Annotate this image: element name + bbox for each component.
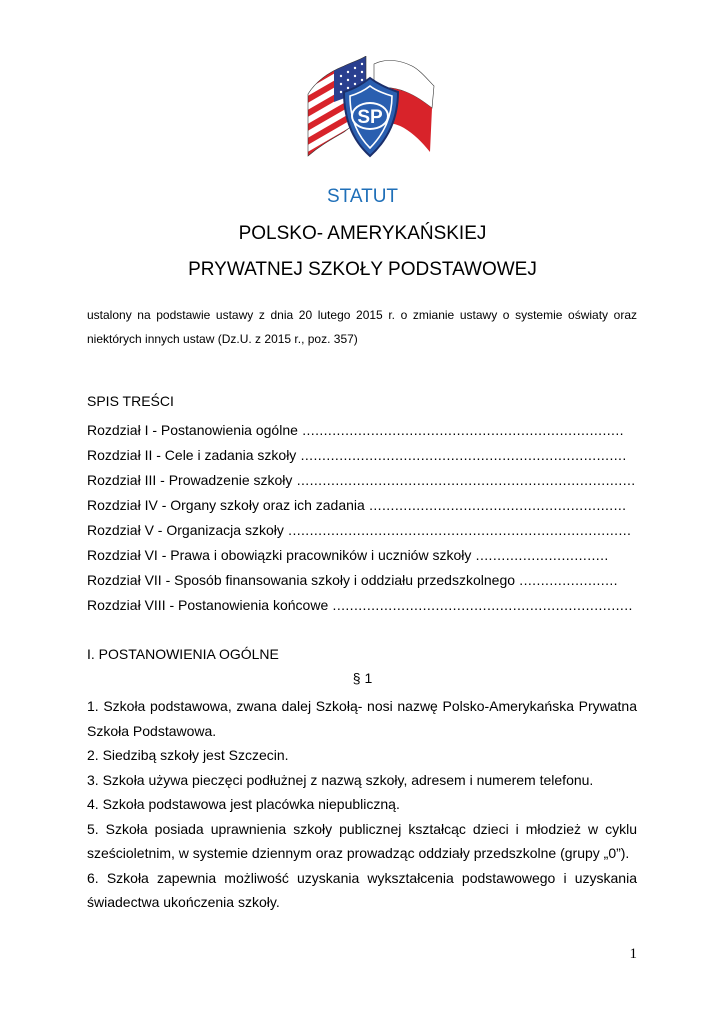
- logo-letters: SP: [357, 107, 383, 128]
- document-title: STATUT: [326, 186, 399, 207]
- paragraph-symbol: § 1: [352, 670, 373, 686]
- legal-basis-text: ustalony na podstawie ustawy z dnia 20 lutego 2015 r. o zmianie ustawy o systemie oświaty oraz niektórych innych ustaw (Dz.U. z 2015 r., poz. 357): [87, 308, 637, 346]
- toc-leader-dots: ............................................................: [364, 497, 627, 513]
- toc-item-label: Rozdział VII - Sposób finansowania szkoły i oddziału przedszkolnego: [87, 572, 516, 588]
- page-number: 1: [629, 946, 637, 962]
- toc-leader-dots: ...............................: [471, 547, 609, 563]
- toc-item-label: Rozdział VI - Prawa i obowiązki pracowników i uczniów szkoły: [87, 547, 472, 563]
- list-item: 4. Szkoła podstawowa jest placówka niepubliczną.: [87, 796, 400, 812]
- toc-item[interactable]: [87, 568, 647, 593]
- toc-leader-dots: .......................: [515, 572, 618, 588]
- toc-item[interactable]: [87, 468, 647, 493]
- toc-item[interactable]: [87, 543, 647, 568]
- shield-icon: [344, 78, 398, 156]
- toc-leader-dots: ...............................................................................: [292, 472, 636, 488]
- flags-shield-emblem: [304, 56, 436, 168]
- toc-item-label: Rozdział I - Postanowienia ogólne: [87, 422, 298, 438]
- table-of-contents: [87, 418, 647, 618]
- list-item: 2. Siedzibą szkoły jest Szczecin.: [87, 747, 289, 763]
- section-body: [87, 694, 637, 915]
- toc-leader-dots: ............................................................................: [296, 447, 627, 463]
- toc-item-label: Rozdział II - Cele i zadania szkoły: [87, 447, 297, 463]
- toc-item[interactable]: [87, 518, 647, 543]
- list-item: 6. Szkoła zapewnia możliwość uzyskania wykształcenia podstawowego i uzyskania świadectwa ukończenia szkoły.: [87, 869, 637, 910]
- list-item: 1. Szkoła podstawowa, zwana dalej Szkołą- nosi nazwę Polsko-Amerykańska Prywatna Szkoła Podstawowa.: [87, 698, 637, 739]
- toc-item[interactable]: [87, 443, 647, 468]
- toc-item[interactable]: [87, 493, 647, 518]
- toc-item-label: Rozdział III - Prowadzenie szkoły: [87, 472, 293, 488]
- toc-heading: SPIS TREŚCI: [87, 393, 174, 409]
- list-item: 3. Szkoła używa pieczęci podłużnej z nazwą szkoły, adresem i numerem telefonu.: [87, 771, 594, 788]
- document-subtitle-line1: POLSKO- AMERYKAŃSKIEJ: [238, 223, 487, 244]
- toc-leader-dots: ...........................................................................: [297, 422, 624, 438]
- toc-item-label: Rozdział IV - Organy szkoły oraz ich zadania: [87, 497, 365, 513]
- toc-item[interactable]: [87, 593, 647, 618]
- list-item: 5. Szkoła posiada uprawnienia szkoły publicznej kształcąc dzieci i młodzież w cyklu sześcioletnim, w systemie dziennym oraz prowadząc oddziały przedszkolne (grupy „0”).: [87, 820, 637, 861]
- document-subtitle-line2: PRYWATNEJ SZKOŁY PODSTAWOWEJ: [188, 259, 537, 280]
- toc-leader-dots: ......................................................................: [328, 597, 633, 613]
- toc-item-label: Rozdział V - Organizacja szkoły: [87, 522, 284, 538]
- toc-item-label: Rozdział VIII - Postanowienia końcowe: [87, 597, 329, 613]
- section-heading: I. POSTANOWIENIA OGÓLNE: [87, 646, 279, 662]
- toc-item[interactable]: [87, 418, 647, 443]
- toc-leader-dots: ................................................................................: [283, 522, 632, 538]
- school-logo: [304, 56, 436, 168]
